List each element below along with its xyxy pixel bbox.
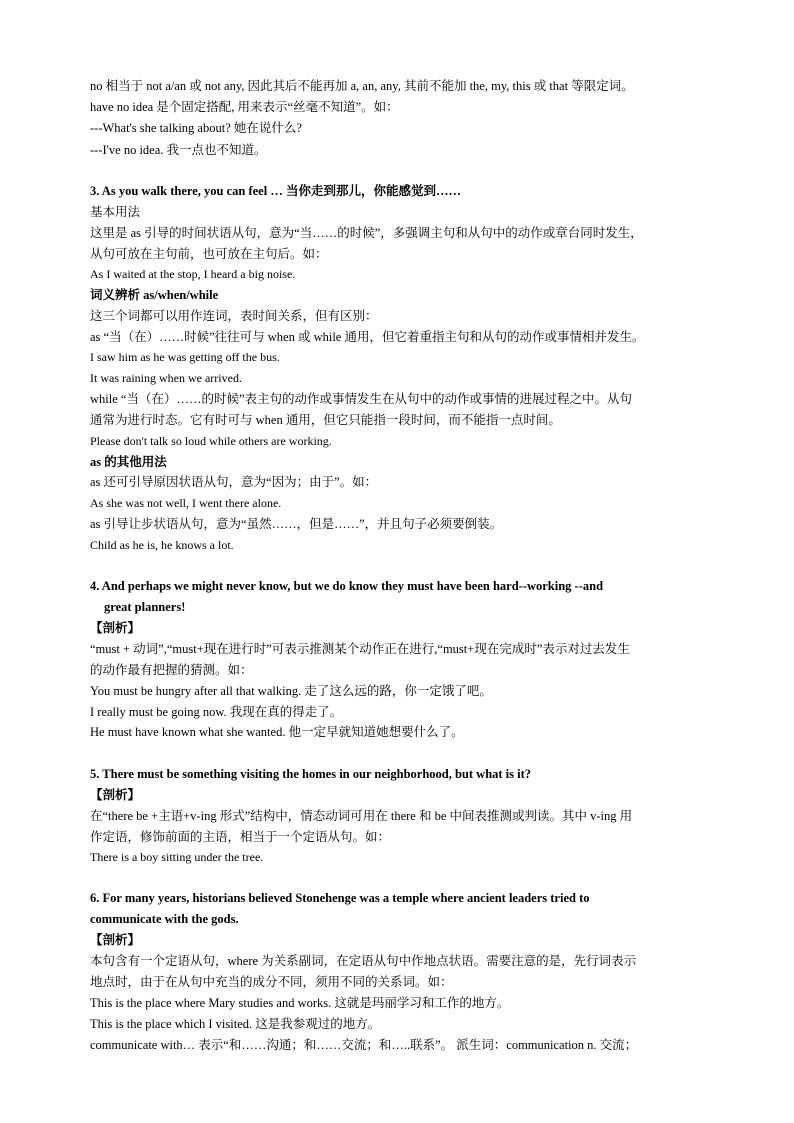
text-line: 本句含有一个定语从句，where 为关系副词，在定语从句中作地点状语。需要注意的是，先行词表示 [90,954,637,968]
example-sentence: This is the place which I visited. 这是我参观过的地方。 [90,1017,381,1031]
text-line: communicate with… 表示“和……沟通；和……交流；和…..联系”。 派生词：communication n. 交流； [90,1038,638,1052]
text-line: while “当（在）……的时候”表主句的动作或事情发生在从句中的动作或事情的进展过程之中。从句 [90,392,632,406]
text-line: 这里是 as 引导的时间状语从句，意为“当……的时候”，多强调主句和从句中的动作或章台同时发生， [90,226,643,240]
example-sentence: I saw him as he was getting off the bus. [90,350,280,364]
example-sentence: There is a boy sitting under the tree. [90,850,264,864]
section-heading-6: 6. For many years, historians believed Stonehenge was a temple where ancient leaders tried to [90,891,590,905]
subheading: as 的其他用法 [90,455,167,469]
example-sentence: Please don't talk so loud while others are working. [90,434,332,448]
text-line: 作定语，修饰前面的主语，相当于一个定语从句。如： [90,830,391,844]
text-line: as 还可引导原因状语从句，意为“因为；由于”。如： [90,475,378,489]
text-line: as 引导让步状语从句，意为“虽然……，但是……”，并且句子必须要倒装。 [90,517,503,531]
example-sentence: As she was not well, I went there alone. [90,496,282,510]
section-heading-5: 5. There must be something visiting the homes in our neighborhood, but what is it? [90,767,532,781]
example-sentence: It was raining when we arrived. [90,371,242,385]
text-line: 在“there be +主语+v-ing 形式”结构中，情态动词可用在 there 和 be 中间表推测或判读。其中 v-ing 用 [90,809,633,823]
example-sentence: As I waited at the stop, I heard a big noise. [90,267,296,281]
example-sentence: Child as he is, he knows a lot. [90,538,234,552]
section-heading-4: 4. And perhaps we might never know, but we do know they must have been hard--working --and [90,579,604,593]
example-sentence: You must be hungry after all that walking. 走了这么远的路，你一定饿了吧。 [90,684,492,698]
subheading: 词义辨析 as/when/while [90,288,219,302]
text-line: have no idea 是个固定搭配, 用来表示“丝毫不知道”。如： [90,100,399,114]
section-heading-3: 3. As you walk there, you can feel … 当你走到那儿，你能感觉到…… [90,184,461,198]
text-line: 基本用法 [90,205,141,219]
text-line: 通常为进行时态。它有时可与 when 通用，但它只能指一段时间，而不能指一点时间。 [90,413,561,427]
example-sentence: He must have known what she wanted. 他一定早就知道她想要什么了。 [90,725,464,739]
text-line: 从句可放在主句前，也可放在主句后。如： [90,247,328,261]
text-line: 的动作最有把握的猜测。如： [90,663,253,677]
analysis-label: 【剖析】 [90,933,141,947]
text-line: 地点时，由于在从句中充当的成分不同，须用不同的关系词。如： [90,975,453,989]
text-line: ---What's she talking about? 她在说什么? [90,121,302,135]
text-line: “must + 动词”,“must+现在进行时”可表示推测某个动作正在进行,“must+现在完成时”表示对过去发生 [90,642,630,656]
text-line: 这三个词都可以用作连词，表时间关系，但有区别： [90,309,378,323]
text-line: no 相当于 not a/an 或 not any, 因此其后不能再加 a, an, any, 其前不能加 the, my, this 或 that 等限定词。 [90,79,634,93]
section-heading-4-cont: great planners! [104,600,186,614]
text-line: as “当（在）……时候”往往可与 when 或 while 通用，但它着重指主句和从句的动作或事情相并发生。 [90,330,645,344]
analysis-label: 【剖析】 [90,621,141,635]
example-sentence: I really must be going now. 我现在真的得走了。 [90,705,343,719]
example-sentence: This is the place where Mary studies and works. 这就是玛丽学习和工作的地方。 [90,996,510,1010]
analysis-label: 【剖析】 [90,788,141,802]
section-heading-6-cont: communicate with the gods. [90,912,239,926]
text-line: ---I've no idea. 我一点也不知道。 [90,143,267,157]
